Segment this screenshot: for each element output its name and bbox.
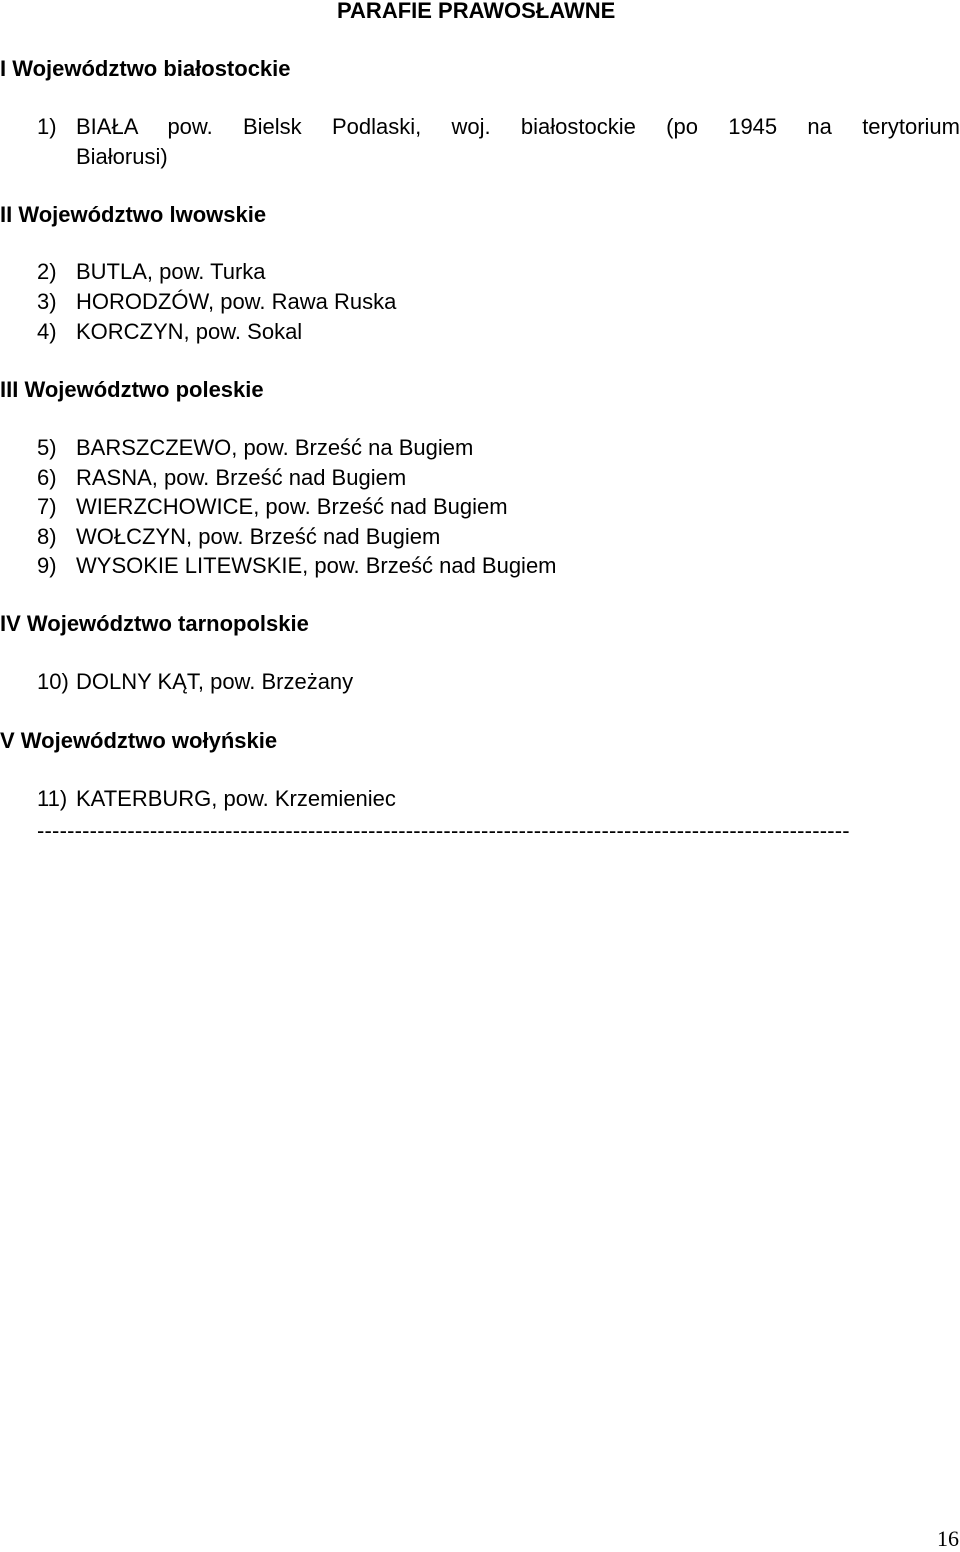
page-number: 16 xyxy=(937,1526,959,1551)
list-item xyxy=(37,259,266,285)
list-item xyxy=(37,524,440,550)
item-number: 4) xyxy=(37,319,57,344)
section-heading-2: II Województwo lwowskie xyxy=(0,202,267,227)
section-heading-3: III Województwo poleskie xyxy=(0,377,264,402)
item-text: DOLNY KĄT, pow. Brzeżany xyxy=(76,669,354,694)
section-heading-4: IV Województwo tarnopolskie xyxy=(0,611,309,636)
dashed-separator: ------------------------------------------------------------------------------------------------------------ xyxy=(37,818,850,843)
item-text: KORCZYN, pow. Sokal xyxy=(76,319,303,344)
list-item xyxy=(37,289,396,315)
list-item xyxy=(37,465,406,491)
item-text-continuation: Białorusi) xyxy=(76,144,168,169)
item-number: 8) xyxy=(37,524,57,549)
item-number: 5) xyxy=(37,435,57,460)
section-heading-5: V Województwo wołyńskie xyxy=(0,728,278,753)
list-item xyxy=(37,669,353,695)
section-heading-1: I Województwo białostockie xyxy=(0,56,291,81)
item-number: 10) xyxy=(37,669,69,694)
list-item xyxy=(37,114,960,140)
item-number: 2) xyxy=(37,259,57,284)
item-number: 6) xyxy=(37,465,57,490)
list-item xyxy=(37,319,302,345)
list-item xyxy=(37,435,473,461)
list-item xyxy=(37,786,396,812)
page-title: PARAFIE PRAWOSŁAWNE xyxy=(337,0,616,23)
item-text: HORODZÓW, pow. Rawa Ruska xyxy=(76,289,397,314)
list-item xyxy=(37,553,557,579)
item-text: KATERBURG, pow. Krzemieniec xyxy=(76,786,396,811)
item-text: RASNA, pow. Brześć nad Bugiem xyxy=(76,465,407,490)
item-text: WIERZCHOWICE, pow. Brześć nad Bugiem xyxy=(76,494,508,519)
item-number: 9) xyxy=(37,553,57,578)
item-text: WOŁCZYN, pow. Brześć nad Bugiem xyxy=(76,524,441,549)
list-item xyxy=(37,494,508,520)
item-number: 7) xyxy=(37,494,57,519)
item-text: BIAŁA pow. Bielsk Podlaski, woj. białostockie (po 1945 na terytorium xyxy=(76,114,960,139)
item-number: 3) xyxy=(37,289,57,314)
item-number: 11) xyxy=(37,786,68,811)
item-text: BUTLA, pow. Turka xyxy=(76,259,266,284)
item-text: BARSZCZEWO, pow. Brześć na Bugiem xyxy=(76,435,474,460)
item-number: 1) xyxy=(37,114,57,139)
item-text: WYSOKIE LITEWSKIE, pow. Brześć nad Bugiem xyxy=(76,553,557,578)
